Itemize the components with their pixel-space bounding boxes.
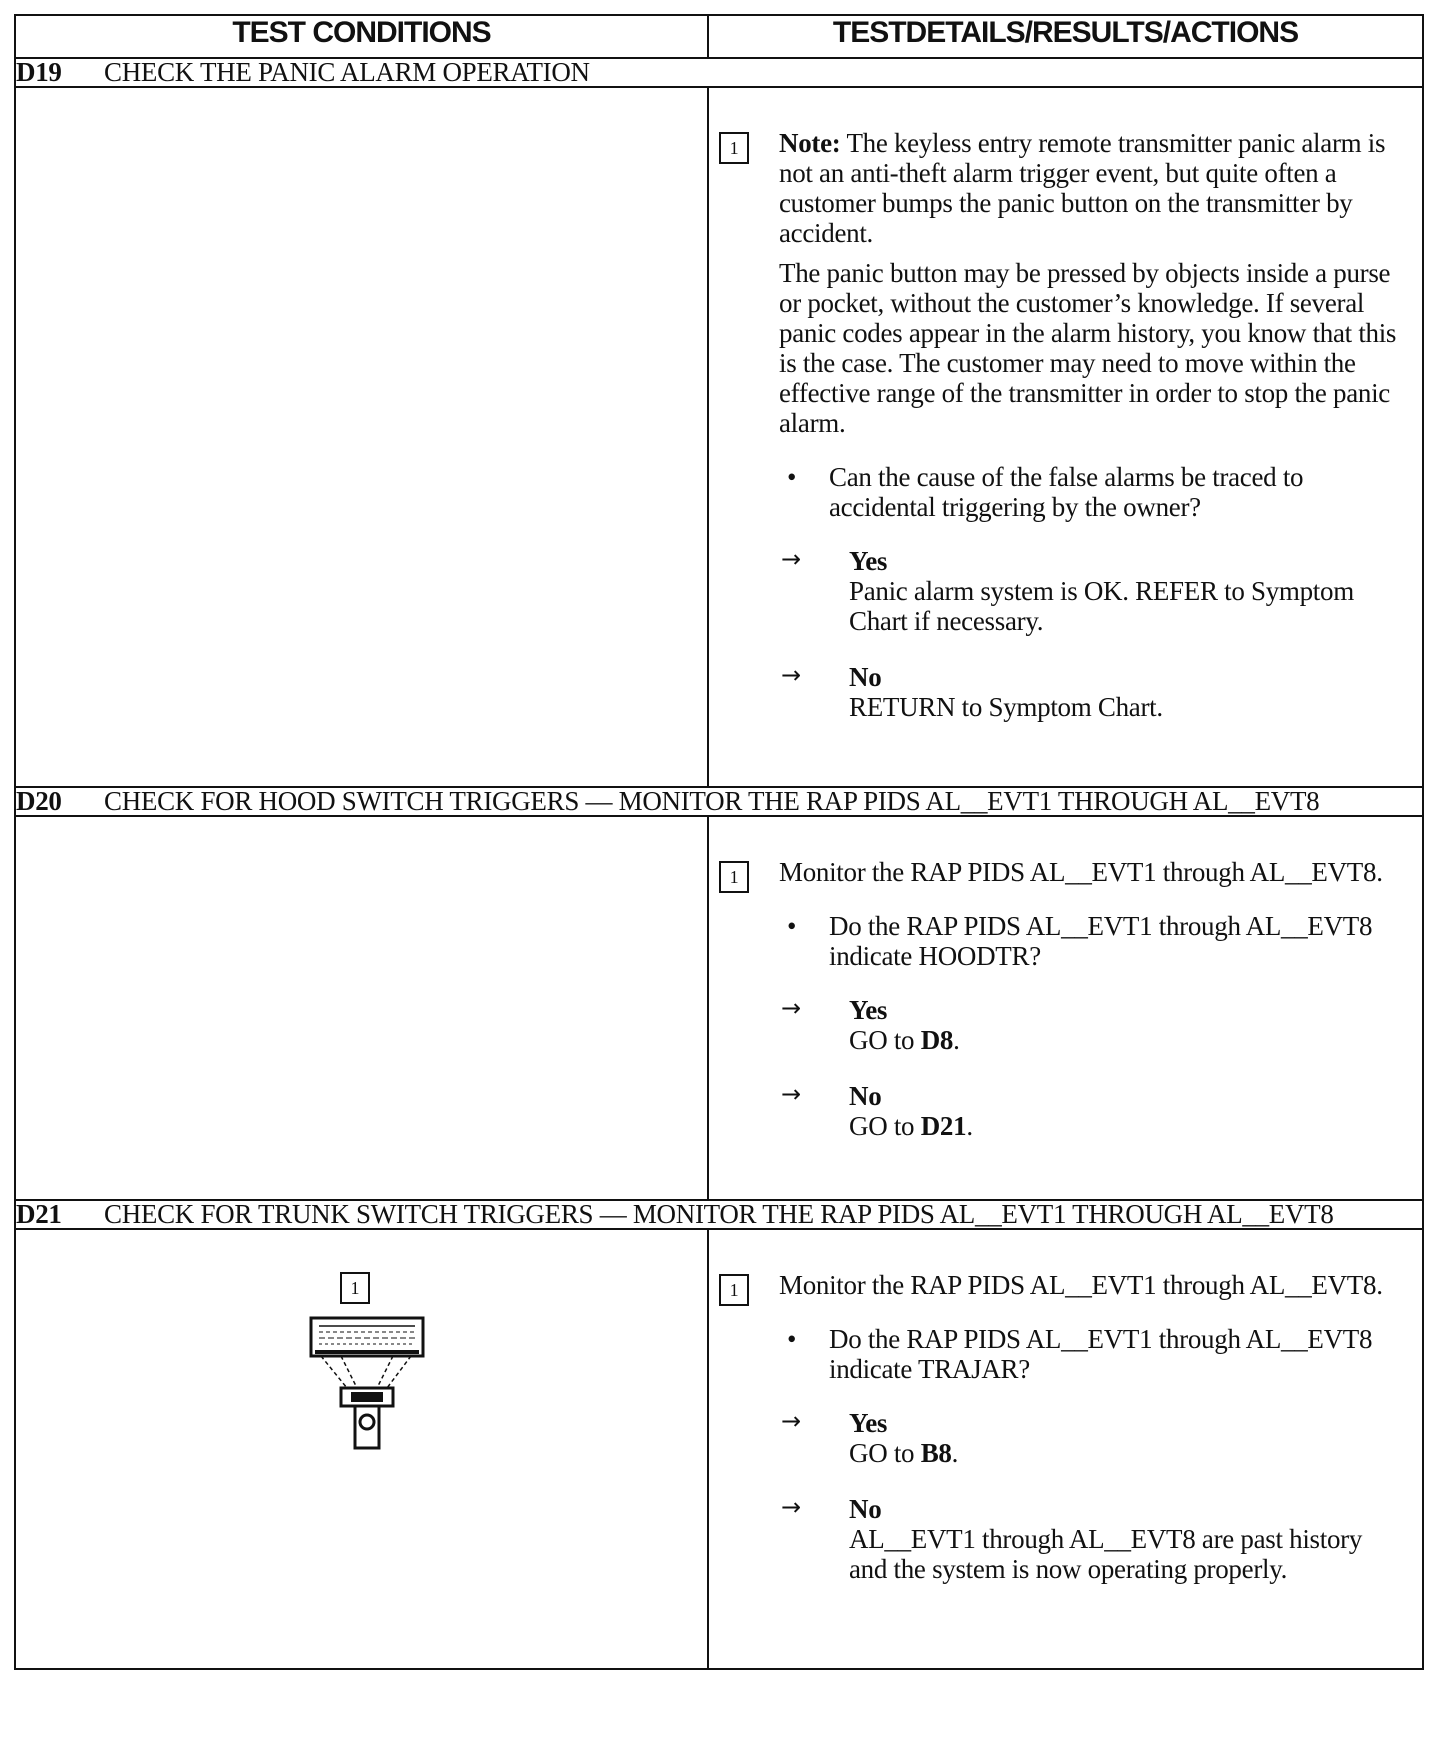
step-number-box: 1 (719, 861, 749, 893)
step-number-box: 1 (719, 132, 749, 164)
yes-suffix: . (953, 1025, 960, 1055)
bullet-glyph: • (787, 462, 797, 492)
step-title: CHECK FOR HOOD SWITCH TRIGGERS — MONITOR THE RAP PIDS AL__EVT1 THROUGH AL__EVT8 (104, 786, 1320, 816)
note-text: The keyless entry remote transmitter panic alarm is not an anti-theft alarm trigger event, but quite often a customer bumps the panic button on the transmitter by accident. (779, 128, 1386, 248)
arrow-icon: → (781, 994, 801, 1022)
bullet-glyph: • (787, 1324, 797, 1354)
yes-target: B8 (920, 1438, 952, 1468)
no-action: RETURN to Symptom Chart. (849, 692, 1163, 722)
step-item (709, 128, 1422, 722)
arrow-icon: → (781, 1407, 801, 1435)
step-id: D21 (16, 1199, 62, 1229)
no-action: AL__EVT1 through AL__EVT8 are past history and the system is now operating properly. (849, 1524, 1363, 1584)
yes-target: D8 (920, 1025, 954, 1055)
test-conditions-header: TEST CONDITIONS (15, 15, 708, 58)
step-id: D20 (16, 786, 62, 816)
test-conditions-cell (15, 816, 708, 1200)
step-title: CHECK THE PANIC ALARM OPERATION (104, 57, 590, 87)
question-text: Can the cause of the false alarms be traced to accidental triggering by the owner? (829, 462, 1304, 522)
step-title: CHECK FOR TRUNK SWITCH TRIGGERS — MONITOR THE RAP PIDS AL__EVT1 THROUGH AL__EVT8 (104, 1199, 1334, 1229)
no-label: No (849, 662, 882, 692)
yes-branch (779, 995, 1400, 1055)
bullet-glyph: • (787, 911, 797, 941)
yes-action (849, 1438, 958, 1468)
yes-action: Panic alarm system is OK. REFER to Symptom Chart if necessary. (849, 576, 1354, 636)
yes-suffix: . (951, 1438, 959, 1468)
step-id: D19 (16, 57, 62, 87)
question-text: Do the RAP PIDS AL__EVT1 through AL__EVT8 indicate HOODTR? (829, 911, 1373, 971)
step-header-d20 (15, 787, 1423, 816)
step-body-row (15, 87, 1423, 787)
yes-branch (779, 546, 1400, 636)
test-conditions-cell (15, 87, 708, 787)
test-details-cell (708, 87, 1423, 787)
test-details-header: TESTDETAILS/RESULTS/ACTIONS (708, 15, 1423, 58)
arrow-icon: → (781, 545, 801, 573)
instruction-text: Monitor the RAP PIDS AL__EVT1 through AL__EVT8. (779, 1270, 1383, 1300)
step-body-row (15, 816, 1423, 1200)
no-suffix: . (966, 1111, 973, 1141)
test-details-cell (708, 816, 1423, 1200)
arrow-icon: → (781, 1080, 801, 1108)
yes-prefix: GO to (849, 1438, 921, 1468)
no-branch (779, 1081, 1400, 1141)
no-prefix: GO to (849, 1111, 921, 1141)
note-paragraph (779, 128, 1400, 248)
header-row (15, 15, 1423, 58)
note-label: Note: (779, 128, 841, 158)
no-action (849, 1111, 973, 1141)
step-body-row (15, 1229, 1423, 1669)
step-item (709, 1270, 1422, 1584)
step-header-d21 (15, 1200, 1423, 1229)
arrow-icon: → (781, 661, 801, 689)
question-bullet (779, 1324, 1400, 1384)
instruction-text: Monitor the RAP PIDS AL__EVT1 through AL__EVT8. (779, 857, 1383, 887)
arrow-icon: → (781, 1493, 801, 1521)
yes-action (849, 1025, 960, 1055)
panic-explanation: The panic button may be pressed by objects inside a purse or pocket, without the customer’s knowledge. If several panic codes appear in the alarm history, you know that this is the case. The customer may need to move within the effective range of the transmitter in order to stop the panic alarm. (779, 258, 1397, 438)
test-conditions-cell (15, 1229, 708, 1669)
no-label: No (849, 1494, 882, 1524)
question-text: Do the RAP PIDS AL__EVT1 through AL__EVT8 indicate TRAJAR? (829, 1324, 1373, 1384)
step-header-row (15, 787, 1423, 816)
no-branch (779, 662, 1400, 722)
yes-label: Yes (849, 546, 888, 576)
yes-prefix: GO to (849, 1025, 921, 1055)
no-target: D21 (920, 1111, 967, 1141)
step-number-box: 1 (719, 1274, 749, 1306)
step-item (709, 857, 1422, 1141)
yes-label: Yes (849, 1408, 888, 1438)
scan-tool-connector-figure (291, 1312, 431, 1452)
step-header-d19 (15, 58, 1423, 87)
figure-step-box: 1 (340, 1272, 370, 1304)
no-label: No (849, 1081, 882, 1111)
no-branch (779, 1494, 1400, 1584)
step-header-row (15, 1200, 1423, 1229)
question-bullet (779, 911, 1400, 971)
yes-label: Yes (849, 995, 888, 1025)
question-bullet (779, 462, 1400, 522)
diagnostic-chart (14, 14, 1424, 1670)
yes-branch (779, 1408, 1400, 1468)
test-details-cell (708, 1229, 1423, 1669)
step-header-row (15, 58, 1423, 87)
